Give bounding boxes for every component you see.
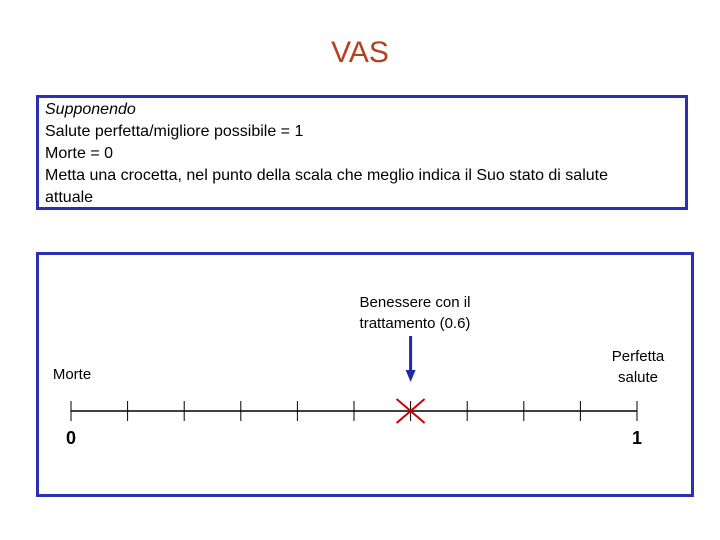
instruction-line: Morte = 0 — [45, 145, 114, 162]
marker-arrow-head — [406, 370, 416, 382]
instruction-line: attuale — [45, 189, 94, 206]
scale-min-label: 0 — [66, 428, 77, 448]
marker-label-line: Benessere con il — [359, 294, 471, 311]
marker-label-line: trattamento (0.6) — [359, 315, 471, 332]
page-title: VAS — [331, 36, 389, 69]
instruction-line: Supponendo — [45, 101, 136, 118]
instruction-line: Salute perfetta/migliore possibile = 1 — [45, 123, 304, 140]
instruction-line: Metta una crocetta, nel punto della scala che meglio indica il Suo stato di salute — [45, 167, 608, 184]
right-anchor-label-line: Perfetta — [611, 348, 665, 365]
left-anchor-label: Morte — [52, 366, 92, 383]
right-anchor-label-line: salute — [617, 369, 659, 386]
scale-max-label: 1 — [632, 428, 643, 448]
